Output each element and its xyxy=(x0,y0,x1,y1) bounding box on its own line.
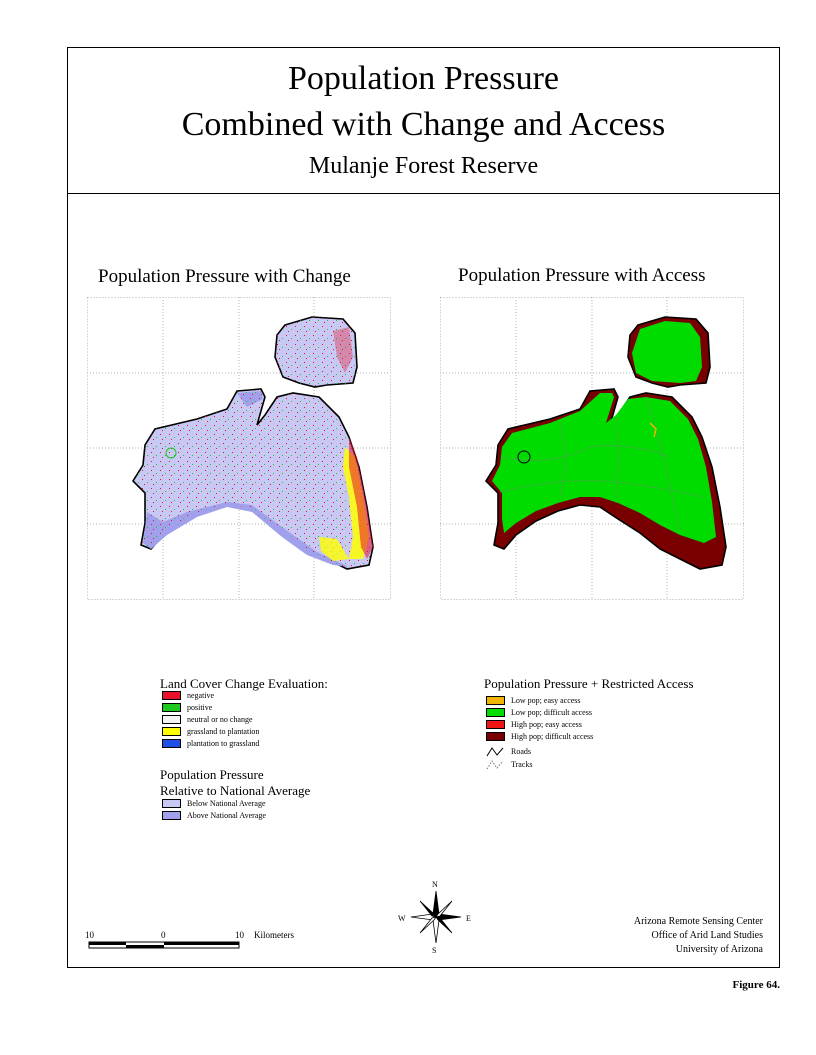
legend-change-item xyxy=(162,738,259,749)
compass-w-label: W xyxy=(398,914,406,923)
legend-label: Below National Average xyxy=(187,798,266,808)
compass-e-label: E xyxy=(466,914,471,923)
scale-label-right: 10 xyxy=(235,930,244,940)
title-line-2: Combined with Change and Access xyxy=(181,106,666,143)
scale-label-left: 10 xyxy=(85,930,94,940)
legend-label: plantation to grassland xyxy=(187,738,260,748)
legend-swatch xyxy=(486,708,505,717)
legend-roads-item xyxy=(486,746,531,757)
legend-swatch xyxy=(162,703,181,712)
compass-n-label: N xyxy=(432,880,438,889)
title-line-1: Population Pressure xyxy=(287,60,560,97)
left-map-title: Population Pressure with Change xyxy=(98,266,351,287)
reserve-shape-access xyxy=(486,317,726,569)
legend-change-item xyxy=(162,690,214,701)
scale-label-mid: 0 xyxy=(161,930,166,940)
legend-pressure-title-2: Relative to National Average xyxy=(160,783,311,798)
legend-swatch xyxy=(162,811,181,820)
credit-line-2: Office of Arid Land Studies xyxy=(651,930,763,941)
legend-change-item xyxy=(162,726,259,737)
legend-swatch xyxy=(162,691,181,700)
scale-bar xyxy=(88,940,242,950)
reserve-shape-change xyxy=(133,317,373,569)
legend-label: positive xyxy=(187,702,213,712)
legend-label: High pop; easy access xyxy=(511,719,582,729)
legend-swatch xyxy=(162,799,181,808)
subtitle: Mulanje Forest Reserve xyxy=(308,153,539,179)
legend-access-item xyxy=(486,719,582,730)
roads-line-icon xyxy=(486,746,505,757)
left-map xyxy=(87,297,391,600)
credit-line-3: University of Arizona xyxy=(675,944,763,955)
legend-pressure-item xyxy=(162,798,266,809)
legend-swatch xyxy=(162,739,181,748)
legend-change-title: Land Cover Change Evaluation: xyxy=(160,676,328,691)
legend-label: High pop; difficult access xyxy=(511,731,594,741)
legend-label: grassland to plantation xyxy=(187,726,260,736)
scale-unit: Kilometers xyxy=(254,930,294,940)
legend-label: negative xyxy=(187,690,215,700)
legend-label: Roads xyxy=(511,746,531,756)
legend-access-item xyxy=(486,707,592,718)
tracks-line-icon xyxy=(486,759,505,770)
credit-line-1: Arizona Remote Sensing Center xyxy=(633,916,763,927)
legend-swatch xyxy=(162,727,181,736)
header-divider xyxy=(67,193,780,194)
legend-label: neutral or no change xyxy=(187,714,253,724)
legend-label: Low pop; difficult access xyxy=(511,707,592,717)
legend-label: Above National Average xyxy=(187,810,266,820)
legend-pressure-title-1: Population Pressure xyxy=(160,767,264,782)
legend-change-item xyxy=(162,702,212,713)
right-map-title: Population Pressure with Access xyxy=(458,265,706,286)
legend-swatch xyxy=(486,732,505,741)
legend-tracks-item xyxy=(486,759,532,770)
figure-label: Figure 64. xyxy=(732,979,780,991)
right-map xyxy=(440,297,744,600)
legend-swatch xyxy=(162,715,181,724)
legend-access-title: Population Pressure + Restricted Access xyxy=(484,676,694,691)
legend-label: Tracks xyxy=(511,759,533,769)
compass-s-label: S xyxy=(432,946,437,955)
legend-access-item xyxy=(486,731,593,742)
legend-label: Low pop; easy access xyxy=(511,695,581,705)
legend-change-item xyxy=(162,714,253,725)
legend-access-item xyxy=(486,695,581,706)
compass-rose-icon xyxy=(410,890,462,944)
legend-swatch xyxy=(486,720,505,729)
legend-swatch xyxy=(486,696,505,705)
legend-pressure-item xyxy=(162,810,266,821)
